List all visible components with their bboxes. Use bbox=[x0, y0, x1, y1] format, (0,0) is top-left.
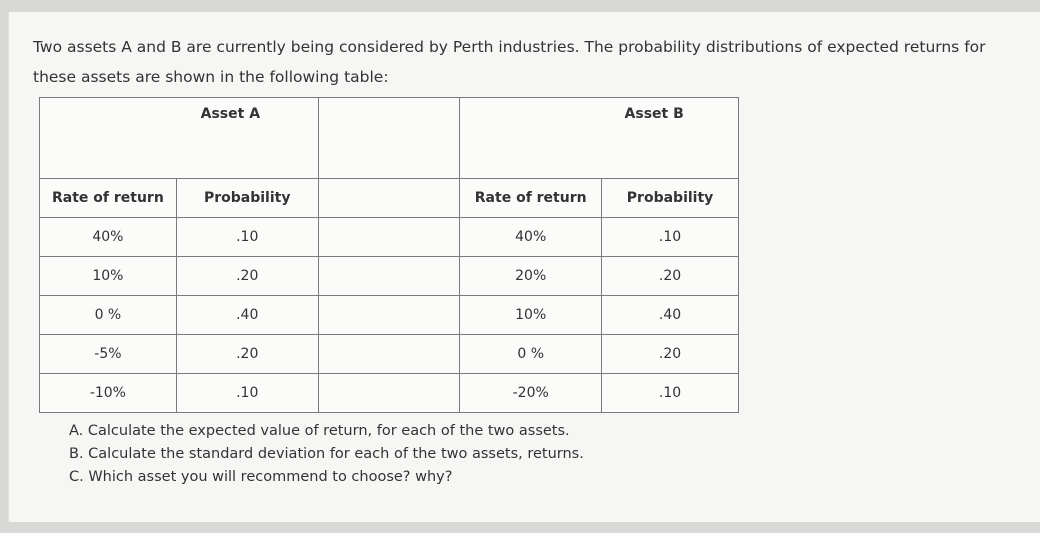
b-rate-cell: 20% bbox=[460, 257, 602, 296]
table-row bbox=[40, 218, 739, 257]
document-page bbox=[8, 12, 1040, 522]
b-probability-cell: .40 bbox=[602, 296, 739, 335]
empty-cell bbox=[318, 179, 460, 218]
a-rate-cell: 10% bbox=[40, 257, 177, 296]
header-a-rate: Rate of return bbox=[40, 179, 177, 218]
returns-table bbox=[39, 97, 739, 413]
empty-cell bbox=[318, 98, 460, 179]
a-probability-cell: .10 bbox=[176, 374, 318, 413]
a-probability-cell: .20 bbox=[176, 257, 318, 296]
a-probability-cell: .10 bbox=[176, 218, 318, 257]
header-b-probability: Probability bbox=[602, 179, 739, 218]
empty-cell bbox=[318, 296, 460, 335]
empty-cell bbox=[318, 257, 460, 296]
a-probability-cell: .20 bbox=[176, 335, 318, 374]
table-row bbox=[40, 374, 739, 413]
b-rate-cell: -20% bbox=[460, 374, 602, 413]
a-probability-cell: .40 bbox=[176, 296, 318, 335]
b-rate-cell: 40% bbox=[460, 218, 602, 257]
asset-header-row bbox=[40, 98, 739, 179]
header-b-rate: Rate of return bbox=[460, 179, 602, 218]
table-row bbox=[40, 296, 739, 335]
b-rate-cell: 0 % bbox=[460, 335, 602, 374]
b-rate-cell: 10% bbox=[460, 296, 602, 335]
b-probability-cell: .10 bbox=[602, 374, 739, 413]
empty-cell bbox=[318, 335, 460, 374]
question-a: A. Calculate the expected value of return, for each of the two assets. bbox=[69, 423, 570, 439]
a-rate-cell: -10% bbox=[40, 374, 177, 413]
asset-a-label: Asset A bbox=[200, 106, 261, 122]
table-row bbox=[40, 257, 739, 296]
question-list bbox=[69, 420, 584, 489]
header-a-probability: Probability bbox=[176, 179, 318, 218]
empty-cell bbox=[318, 374, 460, 413]
b-probability-cell: .20 bbox=[602, 257, 739, 296]
b-probability-cell: .20 bbox=[602, 335, 739, 374]
a-rate-cell: 40% bbox=[40, 218, 177, 257]
question-b: B. Calculate the standard deviation for each of the two assets, returns. bbox=[69, 446, 584, 462]
b-probability-cell: .10 bbox=[602, 218, 739, 257]
asset-a-cell bbox=[40, 98, 319, 179]
a-rate-cell: 0 % bbox=[40, 296, 177, 335]
column-header-row bbox=[40, 179, 739, 218]
question-c: C. Which asset you will recommend to choose? why? bbox=[69, 469, 453, 485]
intro-paragraph: Two assets A and B are currently being considered by Perth industries. The probability distributions of expected returns for these assets are shown in the following table: bbox=[33, 38, 986, 86]
a-rate-cell: -5% bbox=[40, 335, 177, 374]
asset-b-label: Asset B bbox=[624, 106, 684, 122]
table-row bbox=[40, 335, 739, 374]
asset-b-cell bbox=[460, 98, 739, 179]
empty-cell bbox=[318, 218, 460, 257]
